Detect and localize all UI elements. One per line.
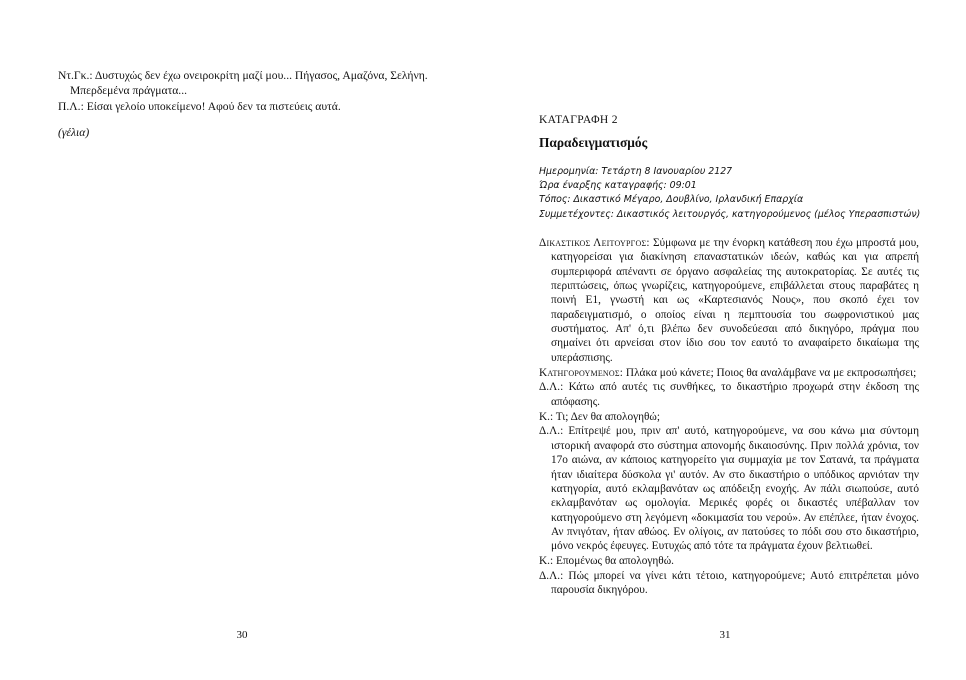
record-metadata — [539, 165, 919, 222]
speaker-label: Κ.: — [539, 555, 554, 568]
meta-start-time: Ώρα έναρξης καταγραφής: 09:01 — [539, 180, 697, 192]
speech-text: Σύμφωνα με την ένορκη κατάθεση που έχω μπροστά μου, κατηγορείσαι για διακίνηση επαναστατικών ιδεών, καθώς και για απρεπή συμπεριφορά απέναντι σε όργανο ασφαλείας της αυτοκρατορίας. Σε αυτές τις περιπτώσεις, όπως γνωρίζεις, κατηγορούμενε, επιβάλλεται στους παραβάτες η ποινή Ε1, γνωστή και ως «Καρτεσιανός Νους», που σκοπό έχει τον παραδειγματισμό, ο οποίος είναι η πεμπτουσία του σωφρονιστικού μας συστήματος. Απ' ό,τι βλέπω δεν συνοδεύεσαι από δικηγόρο, πράγμα που σημαίνει ότι αρνείσαι στον ίδιο σου τον εαυτό το αναφαίρετο δικαίωμα της υπεράσπισης. — [551, 237, 919, 364]
transcript-entry — [539, 236, 919, 365]
dialogue-line: Π.Λ.: Είσαι γελοίο υποκείμενο! Αφού δεν τα πιστεύεις αυτά. — [58, 99, 341, 113]
dialogue-line: Ντ.Γκ.: Δυστυχώς δεν έχω ονειροκρίτη μαζί μου... Πήγασος, Αμαζόνα, Σελήνη. — [58, 69, 428, 82]
speaker-label: Δ.Λ.: — [539, 381, 564, 394]
transcript-entry — [539, 554, 919, 568]
transcript — [539, 236, 919, 598]
speech-text: Επίτρεψέ μου, πριν απ' αυτό, κατηγορούμενε, να σου κάνω μια σύντομη ιστορική αναφορά στο σύστημα απονομής δικαιοσύνης. Πριν πολλά χρόνια, τον 17ο αιώνα, αν κάποιος κατηγορείτο για συμμαχία με τον Σατανά, τα πράγματα ήταν ιδιαίτερα δύσκολα γι' αυτόν. Αν στο δικαστήριο ο υπόδικος αρνιόταν την κατηγορία, αυτό εκλαμβανόταν ως απόδειξη ενοχής. Αν πάλι σιωπούσε, αυτό εκλαμβανόταν ως ομολογία. Μερικές φορές οι δικαστές υπέβαλλαν τον κατηγορούμενο στη λεγόμενη «δοκιμασία του νερού». Αν επέπλεε, ήταν ένοχος. Αν πνιγόταν, ήταν αθώος. Εν ολίγοις, αν πατούσες το πόδι σου στο δικαστήριο, μόνο νεκρός έφευγες. Ευτυχώς από τότε τα πράγματα έχουν βελτιωθεί. — [551, 425, 920, 553]
speech-text: Πλάκα μού κάνετε; Ποιος θα αναλάμβανε να με εκπροσωπήσει; — [625, 366, 917, 379]
page-number: 31 — [719, 629, 731, 641]
speech-text: Επομένως θα απολογηθώ. — [555, 555, 674, 568]
transcript-entry — [539, 424, 919, 553]
transcript-entry — [539, 410, 919, 424]
right-page — [483, 0, 966, 680]
speaker-label: Κ.: — [539, 410, 554, 423]
speech-text: Τι; Δεν θα απολογηθώ; — [555, 410, 661, 423]
speaker-label: Δ.Λ.: — [539, 569, 564, 582]
meta-date: Ημερομηνία: Τετάρτη 8 Ιανουαρίου 2127 — [539, 166, 733, 177]
meta-place: Τόπος: Δικαστικό Μέγαρο, Δουβλίνο, Ιρλανδική Επαρχία — [539, 194, 804, 206]
stage-direction: (γέλια) — [58, 126, 90, 139]
page-number: 30 — [236, 629, 248, 641]
dialogue-block — [58, 68, 448, 114]
speaker-label: Δικαστικος Λειτουργος: — [539, 237, 650, 249]
transcript-entry — [539, 380, 919, 409]
transcript-entry — [539, 569, 919, 598]
dialogue-line: Μπερδεμένα πράγματα... — [70, 84, 188, 98]
record-label: ΚΑΤΑΓΡΑΦΗ 2 — [539, 113, 618, 126]
meta-participants: Συμμετέχοντες: Δικαστικός λειτουργός, κατηγορούμενος (μέλος Υπερασπιστών) — [539, 208, 921, 220]
speaker-label: Κατηγορουμενος: — [539, 366, 624, 379]
transcript-entry — [539, 366, 919, 380]
chapter-title: Παραδειγματισμός — [539, 135, 648, 150]
speaker-label: Δ.Λ.: — [539, 425, 564, 438]
speech-text: Κάτω από αυτές τις συνθήκες, το δικαστήριο προχωρά στην έκδοση της απόφασης. — [551, 381, 919, 408]
speech-text: Πώς μπορεί να γίνει κάτι τέτοιο, κατηγορούμενε; Αυτό επιτρέπεται μόνο παρουσία δικηγόρου. — [551, 569, 919, 597]
